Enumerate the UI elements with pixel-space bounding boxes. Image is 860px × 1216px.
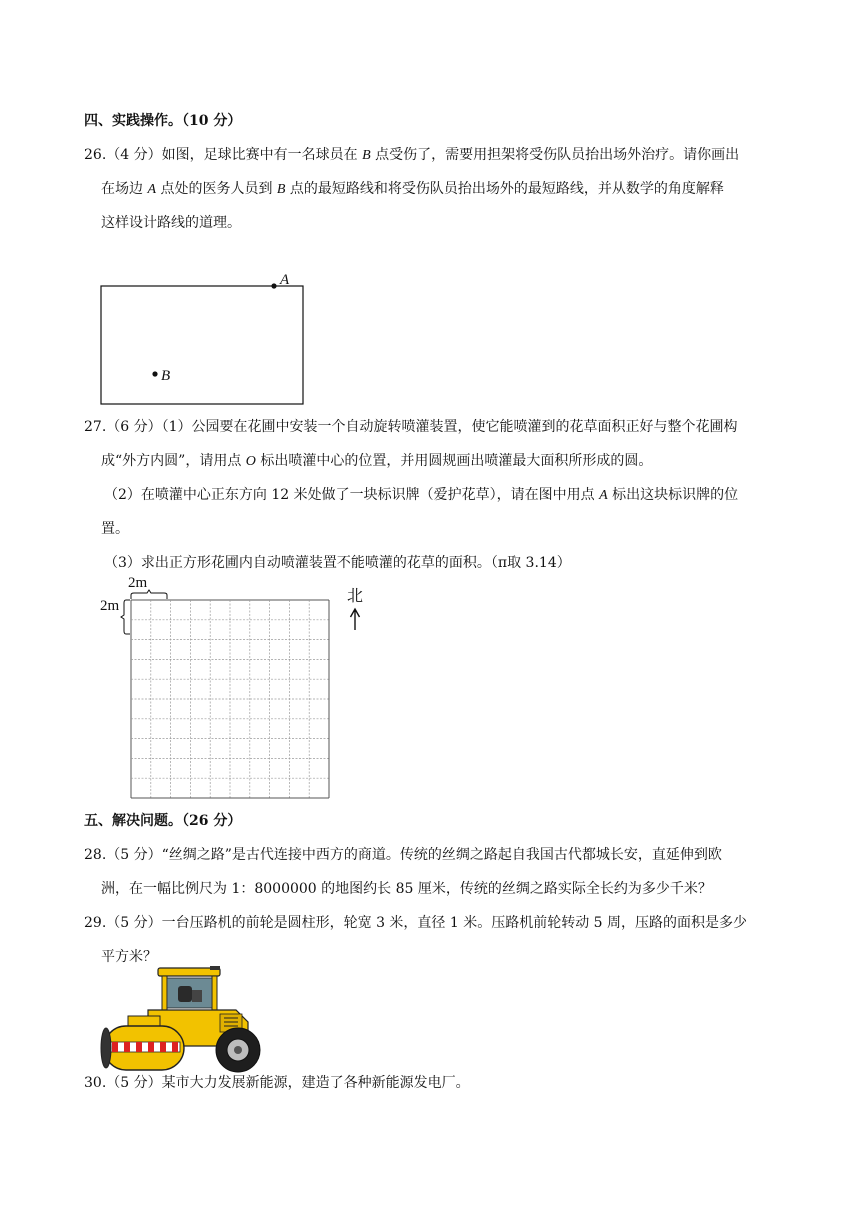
section-heading-5: 五、解决问题。（26 分） — [84, 813, 242, 829]
section-heading-4: 四、实践操作。（10 分） — [84, 113, 242, 129]
label-a: A — [280, 272, 290, 288]
label-b: B — [161, 368, 171, 384]
q27-line-4: 置。 — [101, 521, 129, 537]
north-arrow-icon — [351, 609, 360, 630]
field-rectangle — [101, 286, 303, 404]
q26-line-2: 在场边 A 点处的医务人员到 B 点的最短路线和将受伤队员抬出场外的最短路线，并从数学的角度解释 — [101, 181, 724, 197]
grid-label-top: 2m — [128, 575, 148, 591]
q27-line-5: （3）求出正方形花圃内自动喷灌装置不能喷灌的花草的面积。（π取 3.14） — [104, 555, 571, 571]
grid-brace-left — [121, 600, 130, 634]
q27-grid-figure — [96, 570, 376, 802]
q26-field-figure — [95, 266, 315, 411]
point-b — [152, 371, 157, 376]
q26-line-3: 这样设计路线的道理。 — [101, 215, 241, 231]
flowerbed-grid — [131, 600, 329, 798]
q30-line-1: 30.（5 分）某市大力发展新能源，建造了各种新能源发电厂。 — [84, 1075, 470, 1091]
q27-line-2: 成“外方内圆”，请用点 O 标出喷灌中心的位置，并用圆规画出喷灌最大面积所形成的圆。 — [101, 453, 653, 469]
grid-label-left: 2m — [100, 598, 120, 614]
north-label: 北 — [347, 588, 364, 605]
point-a — [271, 283, 276, 288]
q28-line-2: 洲，在一幅比例尺为 1：8000000 的地图约长 85 厘米，传统的丝绸之路实际全长约为多少千米？ — [101, 881, 712, 897]
q27-line-1: 27.（6 分）（1）公园要在花圃中安装一个自动旋转喷灌装置，使它能喷灌到的花草面积正好与整个花圃构 — [84, 419, 738, 435]
q26-line-1: 26.（4 分）如图，足球比赛中有一名球员在 B 点受伤了，需要用担架将受伤队员抬出场外治疗。请你画出 — [84, 147, 740, 163]
q29-line-2: 平方米？ — [101, 949, 157, 965]
road-roller-illustration — [98, 966, 264, 1078]
grid-brace-top — [131, 590, 167, 599]
q27-line-3: （2）在喷灌中心正东方向 12 米处做了一块标识牌（爱护花草），请在图中用点 A 标出这块标识牌的位 — [104, 487, 739, 503]
q28-line-1: 28.（5 分）“丝绸之路”是古代连接中西方的商道。传统的丝绸之路起自我国古代都城长安，直延伸到欧 — [84, 847, 722, 863]
q29-line-1: 29.（5 分）一台压路机的前轮是圆柱形，轮宽 3 米，直径 1 米。压路机前轮转动 5 周，压路的面积是多少 — [84, 915, 748, 931]
